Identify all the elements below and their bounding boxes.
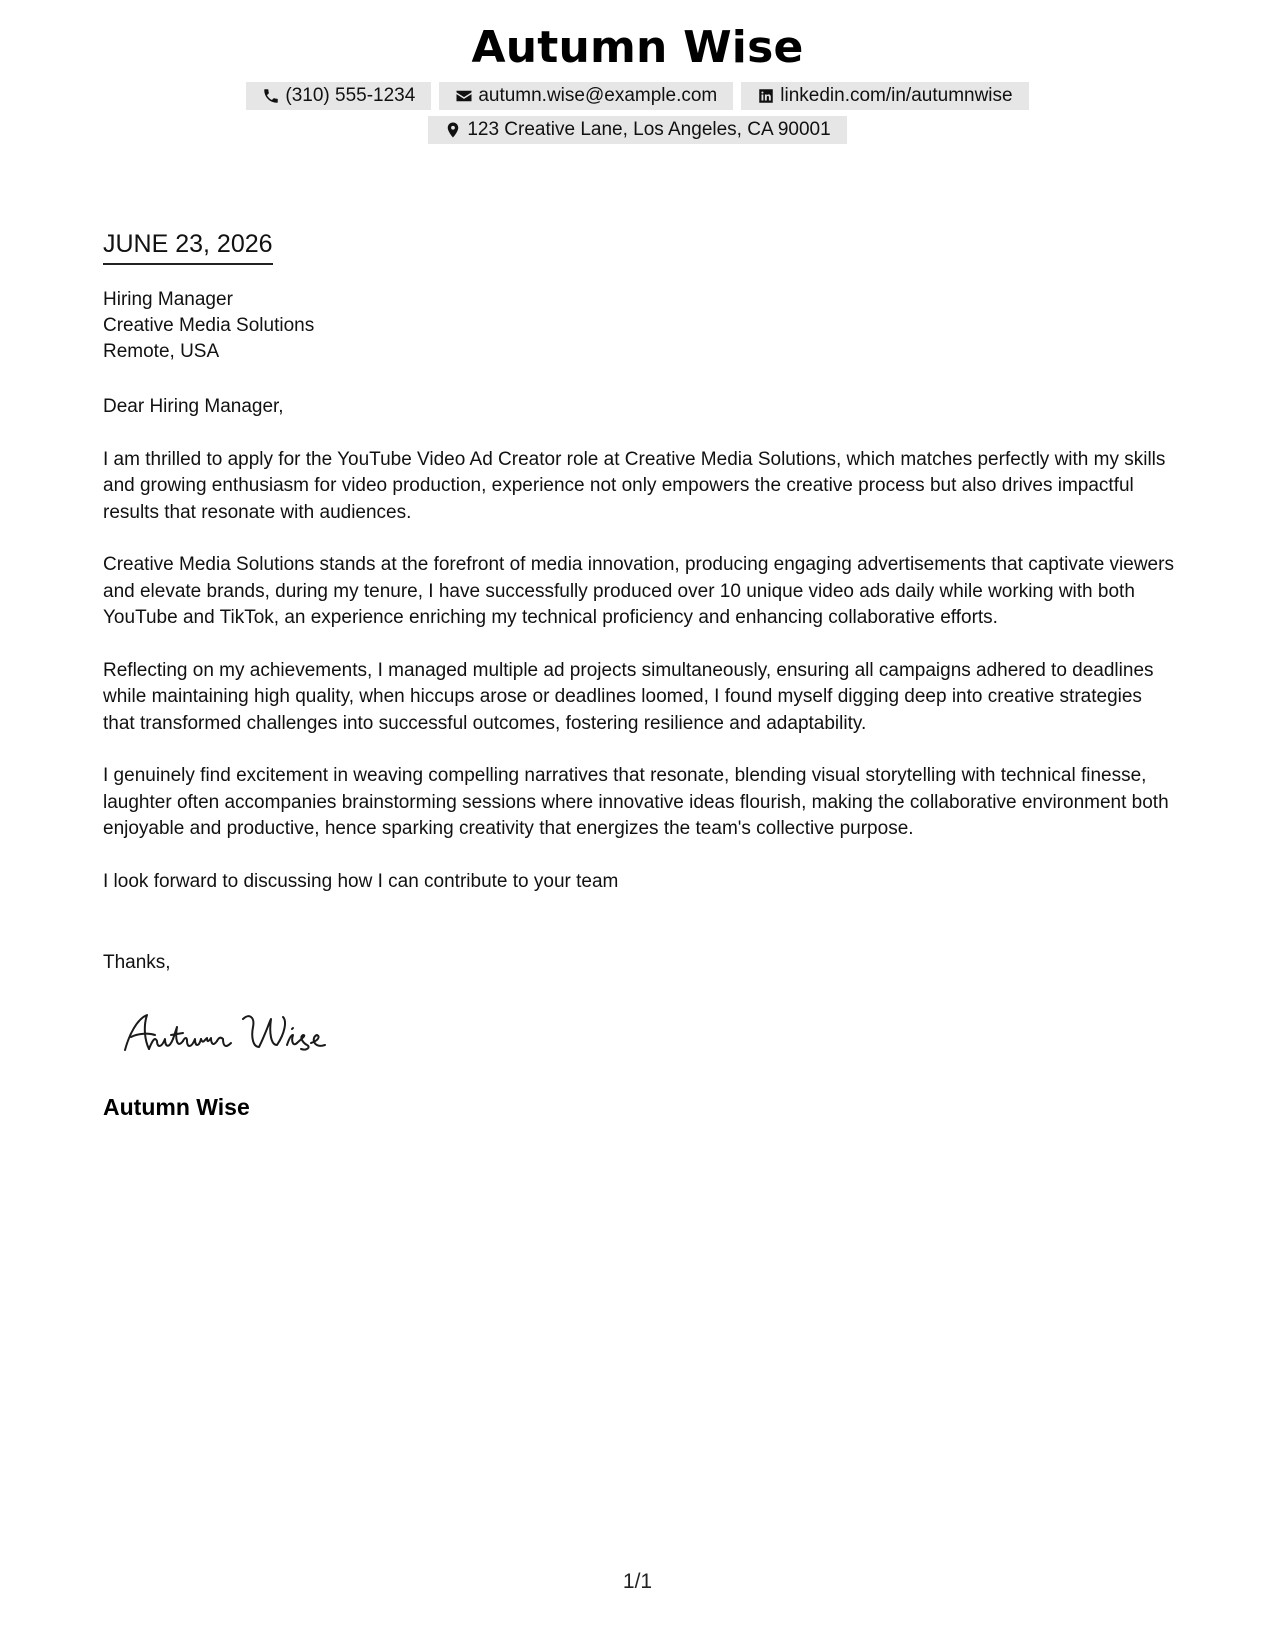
phone-icon	[262, 87, 280, 105]
address-text: 123 Creative Lane, Los Angeles, CA 90001	[467, 119, 831, 140]
recipient-title: Hiring Manager	[103, 289, 233, 310]
recipient-block	[103, 287, 314, 365]
body-paragraph: I genuinely find excitement in weaving compelling narratives that resonate, blending visual storytelling with technical finesse, laughter often accompanies brainstorming sessions where innovative ideas flourish, making the collaborative environment both enjoyable and productive, hence sparking creativity that energizes the team's collective purpose.	[103, 765, 1169, 839]
page-number: 1/1	[622, 1570, 653, 1593]
recipient-company: Creative Media Solutions	[103, 315, 315, 336]
body-paragraph: I am thrilled to apply for the YouTube Video Ad Creator role at Creative Media Solutions, which matches perfectly with my skills and growing enthusiasm for video production, experience not only empowers the creative process but also drives impactful results that resonate with audiences.	[103, 448, 1166, 523]
letter-header	[0, 18, 1275, 144]
contact-row-1	[0, 82, 1275, 110]
envelope-icon	[455, 87, 473, 105]
email-chip	[439, 82, 733, 110]
body-paragraph: Creative Media Solutions stands at the forefront of media innovation, producing engaging advertisements that captivate viewers and elevate brands, during my tenure, I have successfully produced over 10 unique video ads daily while working with both YouTube and TikTok, an experience enriching my technical proficiency and enhancing collaborative efforts.	[103, 554, 1174, 628]
letter-body	[103, 394, 1178, 921]
body-paragraph: I look forward to discussing how I can contribute to your team	[103, 870, 619, 892]
contact-row-2	[0, 116, 1275, 144]
handwritten-signature	[115, 1005, 355, 1065]
phone-text: (310) 555-1234	[285, 85, 416, 106]
linkedin-icon	[757, 87, 775, 105]
salutation: Dear Hiring Manager,	[103, 396, 284, 417]
applicant-name: Autumn Wise	[471, 22, 804, 73]
body-paragraph: Reflecting on my achievements, I managed multiple ad projects simultaneously, ensuring all campaigns adhered to deadlines while maintaining high quality, when hiccups arose or deadlines loomed, I found myself digging deep into creative strategies that transformed challenges into successful outcomes, fostering resilience and adaptability.	[103, 659, 1154, 734]
closing: Thanks,	[103, 952, 171, 973]
phone-chip	[246, 82, 431, 110]
address-chip	[428, 116, 846, 144]
signer-name: Autumn Wise	[103, 1094, 250, 1120]
letter-date: JUNE 23, 2026	[103, 229, 273, 265]
recipient-location: Remote, USA	[103, 341, 220, 362]
email-text: autumn.wise@example.com	[478, 85, 718, 106]
linkedin-text: linkedin.com/in/autumnwise	[780, 85, 1013, 106]
map-marker-icon	[444, 121, 462, 139]
linkedin-chip	[741, 82, 1028, 110]
